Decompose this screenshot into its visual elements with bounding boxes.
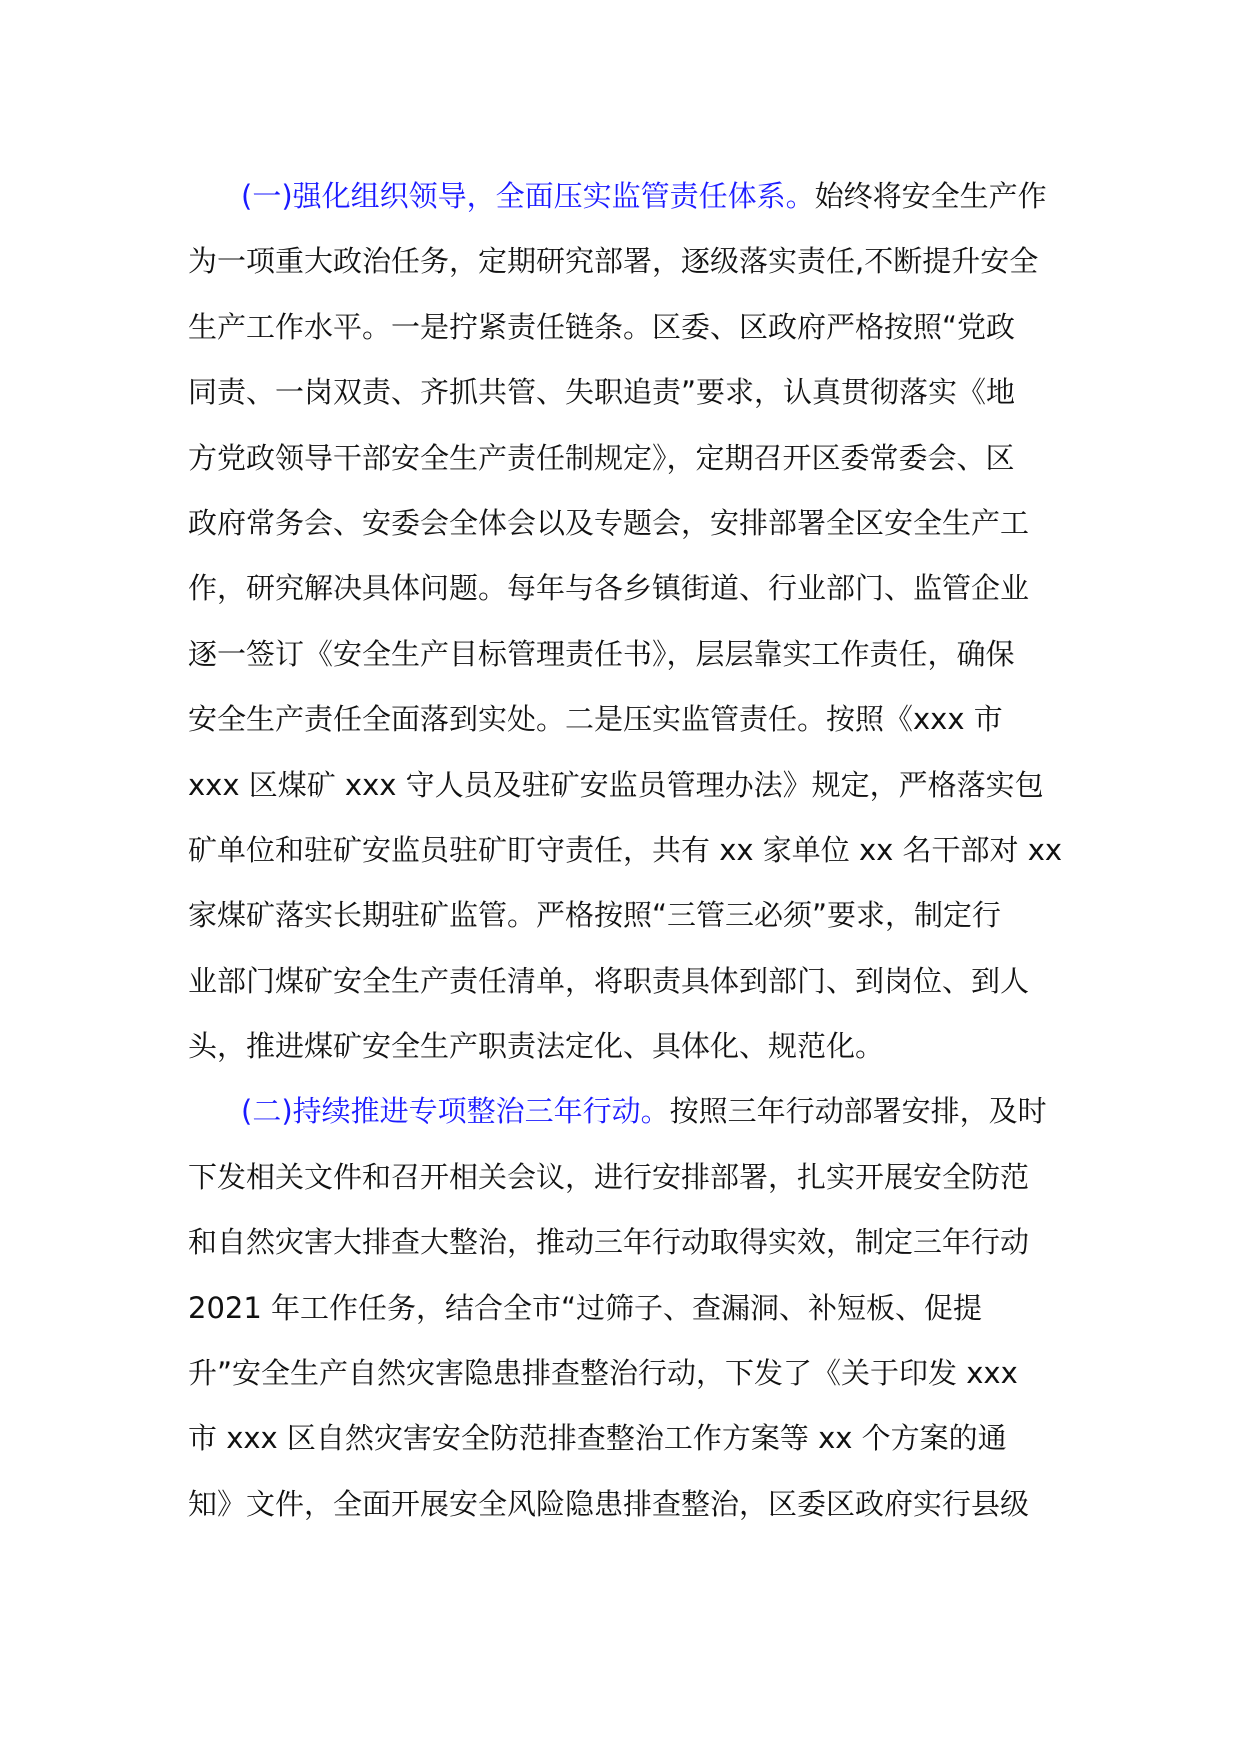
paragraph-line: 作，研究解决具体问题。每年与各乡镇街道、行业部门、监管企业	[188, 571, 1030, 606]
section-heading-1: (一)强化组织领导，全面压实监管责任体系。	[241, 179, 815, 213]
paragraph-line: 业部门煤矿安全生产责任清单，将职责具体到部门、到岗位、到人	[188, 963, 1030, 998]
paragraph-line: 下发相关文件和召开相关会议，进行安排部署，扎实开展安全防范	[188, 1159, 1030, 1194]
document-body	[188, 164, 1063, 1537]
paragraph-line: 方党政领导干部安全生产责任制规定》，定期召开区委常委会、区	[188, 440, 1015, 475]
paragraph-line: 升”安全生产自然灾害隐患排查整治行动，下发了《关于印发 xxx	[188, 1356, 1018, 1391]
paragraph-line: 家煤矿落实长期驻矿监管。严格按照“三管三必须”要求，制定行	[188, 898, 1002, 933]
paragraph-line: 生产工作水平。一是拧紧责任链条。区委、区政府严格按照“党政	[188, 309, 1016, 344]
paragraph-line: 安全生产责任全面落到实处。二是压实监管责任。按照《xxx 市	[188, 702, 1003, 737]
paragraph-line: 逐一签订《安全生产目标管理责任书》，层层靠实工作责任，确保	[188, 636, 1015, 671]
section-heading-2: (二)持续推进专项整治三年行动。	[241, 1094, 670, 1129]
paragraph-line: 知》文件，全面开展安全风险隐患排查整治，区委区政府实行县级	[188, 1486, 1030, 1521]
paragraph-text: 始终将安全生产作	[814, 179, 1047, 213]
paragraph-line	[188, 1079, 1058, 1144]
paragraph-line: 和自然灾害大排查大整治，推动三年行动取得实效，制定三年行动	[188, 1225, 1030, 1260]
paragraph-line: 为一项重大政治任务，定期研究部署，逐级落实责任,不断提升安全	[188, 244, 1039, 279]
paragraph-line: 2021 年工作任务，结合全市“过筛子、查漏洞、补短板、促提	[188, 1290, 983, 1325]
paragraph-line: 政府常务会、安委会全体会以及专题会，安排部署全区安全生产工	[188, 505, 1030, 540]
paragraph-line: xxx 区煤矿 xxx 守人员及驻矿安监员管理办法》规定，严格落实包	[188, 767, 1044, 802]
paragraph-text: 按照三年行动部署安排，及时	[669, 1094, 1047, 1129]
paragraph-line: 市 xxx 区自然灾害安全防范排查整治工作方案等 xx 个方案的通	[188, 1421, 1007, 1456]
paragraph-line: 矿单位和驻矿安监员驻矿盯守责任，共有 xx 家单位 xx 名干部对 xx	[188, 832, 1063, 867]
paragraph-line: 头，推进煤矿安全生产职责法定化、具体化、规范化。	[188, 1029, 885, 1064]
paragraph-line	[188, 164, 1058, 229]
paragraph-line: 同责、一岗双责、齐抓共管、失职追责”要求，认真贯彻落实《地	[188, 375, 1016, 410]
